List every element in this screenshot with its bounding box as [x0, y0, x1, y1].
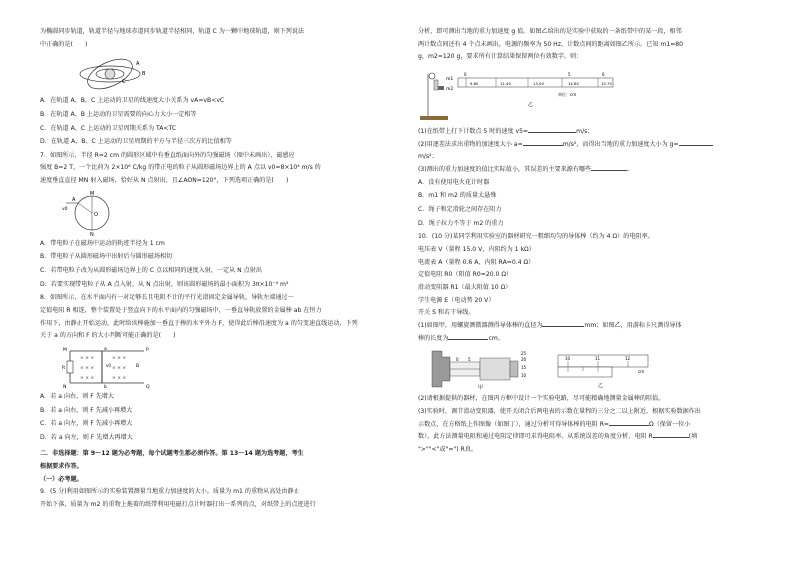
rail-label-r: R — [62, 365, 66, 371]
caliper-label-12: 12 — [625, 356, 631, 362]
answer-blank — [679, 145, 713, 146]
tape-seg-4: 14.60 — [568, 81, 579, 87]
circle-label-m: M — [90, 190, 95, 197]
tape-label-5: 5 — [568, 72, 571, 78]
q6-intro-line-2: 中正确的是( ) — [40, 40, 88, 48]
q9-sub-2-cont: m/s²； — [418, 153, 438, 161]
micrometer-label-10: 10 — [521, 373, 527, 379]
q8-line-3: 作用下，由静止开始运动，此时给该棒施加一垂直于棒的水平外力 F，使得此后棒沿速度为 a 的匀变速直线运动，下列 — [40, 319, 358, 327]
q6-option-a: A．在轨道 A、B、C 上运动的卫星的线速度大小关系为 vA=vB<vC — [40, 97, 225, 105]
tape-label-6: 6 — [602, 72, 605, 78]
circle-label-a: A — [72, 196, 76, 203]
svg-text:× × ×: × × × — [80, 375, 95, 381]
q8-option-d: D．若 a 向左，则 F 先增大再增大 — [40, 433, 133, 441]
q10-sub-1: (1)如图甲，用螺旋测微器测得导体棒的直径为 mm；如图乙，用游标卡尺测得导体 — [418, 322, 682, 329]
rail-label-v0: v0 — [106, 362, 111, 368]
answer-blank — [523, 145, 563, 146]
q7-option-a: A．带电粒子在磁场中运动的轨迹半径为 1 cm — [40, 239, 165, 247]
q10-intro: 10．(10 分)某同学利用实验室的器材研究一粗细均匀的导体棒（约为 4 Ω）的电阻率。 — [418, 233, 654, 241]
q6-intro-line-1: 为椭圆同步轨道，轨道半径与地球赤道同步轨道半径相同，轨道 C 为一颗中地球轨道，则下列说法 — [40, 28, 305, 35]
rail-diagram — [62, 345, 152, 389]
q10-sub-1-cont: 棒的长度为 cm。 — [418, 334, 504, 342]
answer-blank — [609, 425, 649, 426]
rail-label-m: M — [63, 347, 67, 353]
tape-label-0: 0 — [464, 72, 467, 78]
right-column — [418, 28, 763, 459]
answer-blank — [528, 132, 576, 133]
answer-blank — [591, 170, 627, 171]
rail-label-B: B — [136, 363, 140, 369]
caliper-unit: cm — [638, 369, 645, 375]
figure-caption-yi: 乙 — [598, 383, 604, 390]
answer-blank — [653, 437, 689, 438]
tape-label-m1: m1 — [446, 77, 454, 83]
q9-sub-2: (2)用逐差法求出重物的加速度大小 a= m/s²，而得出当地的重力加速度大小为 g= — [418, 141, 763, 150]
q9-sub-3: (3)测出的重力加速度的值比实际值小，其误差的主要来源有哪些 。 — [418, 166, 634, 174]
q6-option-b: B．在轨道 A、B 上运动的卫星需要的向心力大小一定相等 — [40, 110, 197, 118]
q10-item-6: 开关 S 和若干导线。 — [418, 309, 475, 317]
q8-line-2: 定值电阻 R 相连，整个装置处于竖直向下的水平面内的匀强磁场中，一垂直导轨放置的金属棒 ab 在恒力 — [40, 306, 322, 314]
q7-option-c: C．若带电粒子改为从圆形磁场边界上的 C 点以相同的速度入射，一定从 N 点射出 — [40, 267, 262, 274]
q10-sub-3-line-4: ">""<"或"=") R真。 — [418, 446, 477, 454]
tape-seg-2: 11.40 — [500, 81, 511, 87]
q9-cont-line-3: g，m2=120 g，要求所有计算结果保留两位有效数字。则： — [418, 53, 583, 61]
micrometer-label-15: 15 — [521, 365, 527, 371]
orbit-label-a: A — [136, 61, 140, 68]
micrometer-caliper-diagram — [428, 347, 658, 391]
svg-text:× × ×: × × × — [80, 355, 95, 361]
tape-seg-5: 15.70 — [601, 81, 612, 87]
rail-label-q: Q — [146, 384, 150, 389]
tape-caption: 乙 — [528, 102, 534, 109]
answer-blank — [448, 339, 488, 340]
svg-text:× × ×: × × × — [112, 375, 127, 381]
section-2-subheading: （一）必考题。 — [40, 475, 83, 483]
q10-sub-3-line-1: (3)实验时，调节滑动变阻器，使开关闭合后两电表的示数在量程的三分之二以上附近，根据实验数据作出 — [418, 408, 701, 416]
tape-unit: 单位：cm — [558, 92, 577, 98]
q6-option-d: D．在轨道 A、B、C 上运动的卫星周期的平方与半径三次方的比值相等 — [40, 138, 232, 146]
q7-option-b: B．带电粒子从圆形磁场中出射后与圆形磁场相切 — [40, 253, 173, 261]
q10-item-5: 学生电源 E（电动势 20 V） — [418, 296, 495, 304]
rail-label-n: N — [63, 384, 67, 389]
figure-caption-jia: 甲 — [478, 385, 484, 392]
orbit-diagram — [72, 53, 152, 93]
q9-cont-line-1: 分析，即可测出当地的重力加速度 g 值。如图乙给出的是实验中获取的一条纸带中的某一段，相邻 — [418, 28, 682, 35]
q9-option-b: B．m1 和 m2 的质量太悬殊 — [418, 192, 497, 200]
q9-line-2: 开始下落，质量为 m2 的重物上拖着的纸带利用电磁打点计时器打出一系列的点，对纸带上的点迹进行 — [40, 501, 316, 509]
q8-option-a: A．若 a 向右，则 F 先增大 — [40, 392, 114, 400]
rail-label-b: b — [104, 384, 107, 389]
section-2-heading-1: 二．非选择题：第 9～12 题为必考题，每个试题考生都必须作答。第 13～14 题为选考题，考生 — [40, 450, 304, 458]
caliper-label-11: 11 — [595, 356, 601, 362]
circle-label-o: O — [94, 211, 98, 218]
q10-item-4: 滑动变阻器 R1（最大阻值 10 Ω） — [418, 283, 512, 291]
q10-item-2: 电流表 A（量程 0.6 A，内阻 RA=0.4 Ω） — [418, 258, 535, 266]
micrometer-label-20: 20 — [521, 357, 527, 363]
q10-sub-2: (2)请根据提供的器材，在图丙方框中设计一个实验电路，尽可能精确地测量金属棒的阻值。 — [418, 395, 665, 403]
circle-label-v0: v0 — [62, 206, 68, 212]
left-column — [40, 28, 360, 514]
q7-line-3: 速度垂直直径 MN 射入磁场，恰好从 N 点射出，且∠AON=120°，下列选项正确的是( ) — [40, 177, 289, 185]
tape-label-m2: m2 — [446, 87, 454, 93]
q7-line-1: 7．如图所示，半径 R=2 cm 的圆形区域中有垂直纸面向外的匀强磁场（图中未画出），磁感应 — [40, 151, 295, 159]
q8-line-1: 8．如图所示，在水平面内有一对足够长且电阻不计的平行光滑固定金属导轨，导轨左端通过一 — [40, 294, 294, 302]
q10-sub-3-line-2: 示数点，在方格纸上作图像（如图丁），通过分析可得导体棒的电阻 R= Ω（保留一位小 — [418, 420, 691, 428]
q10-sub-3-line-3: 数），此方法测量电阻和通过电阻定律即可求得电阻率。从系统误差的角度分析，电阻 R (填 — [418, 433, 698, 441]
q9-line-1: 9．(5 分)利用如图所示的实验装置测量当地重力加速度的大小。质量为 m1 的重物从高处由静止 — [40, 488, 300, 496]
orbit-label-c: C — [122, 79, 126, 86]
rail-label-p: P — [146, 347, 149, 353]
q10-item-1: 电压表 V（量程 15.0 V，内阻约为 1 kΩ） — [418, 245, 535, 253]
q9-cont-line-2: 两计数点间还有 4 个点未画出，电源的频率为 50 Hz，计数点间的距离如图乙所示。已知 m1=80 — [418, 40, 684, 48]
micrometer-label-5: 5 — [468, 357, 471, 363]
q9-option-a: A．没有使用电火花计时器 — [418, 178, 490, 186]
svg-text:× × ×: × × × — [112, 365, 127, 371]
q6-option-c: C．在轨道 A、C 上运动的卫星周期关系为 TA<TC — [40, 124, 177, 132]
section-2-heading-2: 根据要求作答。 — [40, 463, 83, 470]
q8-option-c: C．若 a 向左，则 F 先减小再增大 — [40, 420, 133, 428]
q9-sub-1: (1)在纸带上打下计数点 5 时的速度 v5= m/s； — [418, 128, 594, 136]
orbit-label-b: B — [142, 71, 146, 78]
tape-diagram — [418, 66, 618, 126]
rail-label-a: a — [104, 346, 107, 352]
tape-seg-1: 9.80 — [470, 81, 479, 87]
answer-blank — [542, 326, 584, 327]
q9-option-c: C．绳子和定滑轮之间存在阻力 — [418, 206, 502, 213]
q7-line-2: 强度 B=2 T，一个比荷为 2×10⁶ C/kg 的带正电的粒子从圆形磁场边界上的 A 点以 v0=8×10⁴ m/s 的 — [40, 164, 321, 172]
magnetic-circle-diagram — [60, 190, 130, 236]
q8-line-4: 关于 a 的方向和 F 的大小判断可能正确的是( ) — [40, 332, 176, 340]
circle-label-n: N — [90, 231, 94, 236]
q7-option-d: D．若要实现带电粒子从 A 点入射，从 N 点出射，则该圆形磁场的最小面积为 3π×10⁻⁴ m² — [40, 280, 289, 288]
micrometer-label-25: 25 — [521, 351, 527, 357]
caliper-label-10: 10 — [565, 356, 571, 362]
q10-item-3: 定值电阻 R0（阻值 R0=20.0 Ω） — [418, 271, 513, 279]
q9-option-d: D．绳子拉力不等于 m2 的重力 — [418, 219, 504, 227]
micrometer-label-0: 0 — [456, 357, 459, 363]
svg-text:× × ×: × × × — [80, 365, 95, 371]
svg-text:× × ×: × × × — [112, 355, 127, 361]
q8-option-b: B．若 a 向右，则 F 先减小再增大 — [40, 406, 133, 414]
tape-seg-3: 13.00 — [533, 81, 544, 87]
